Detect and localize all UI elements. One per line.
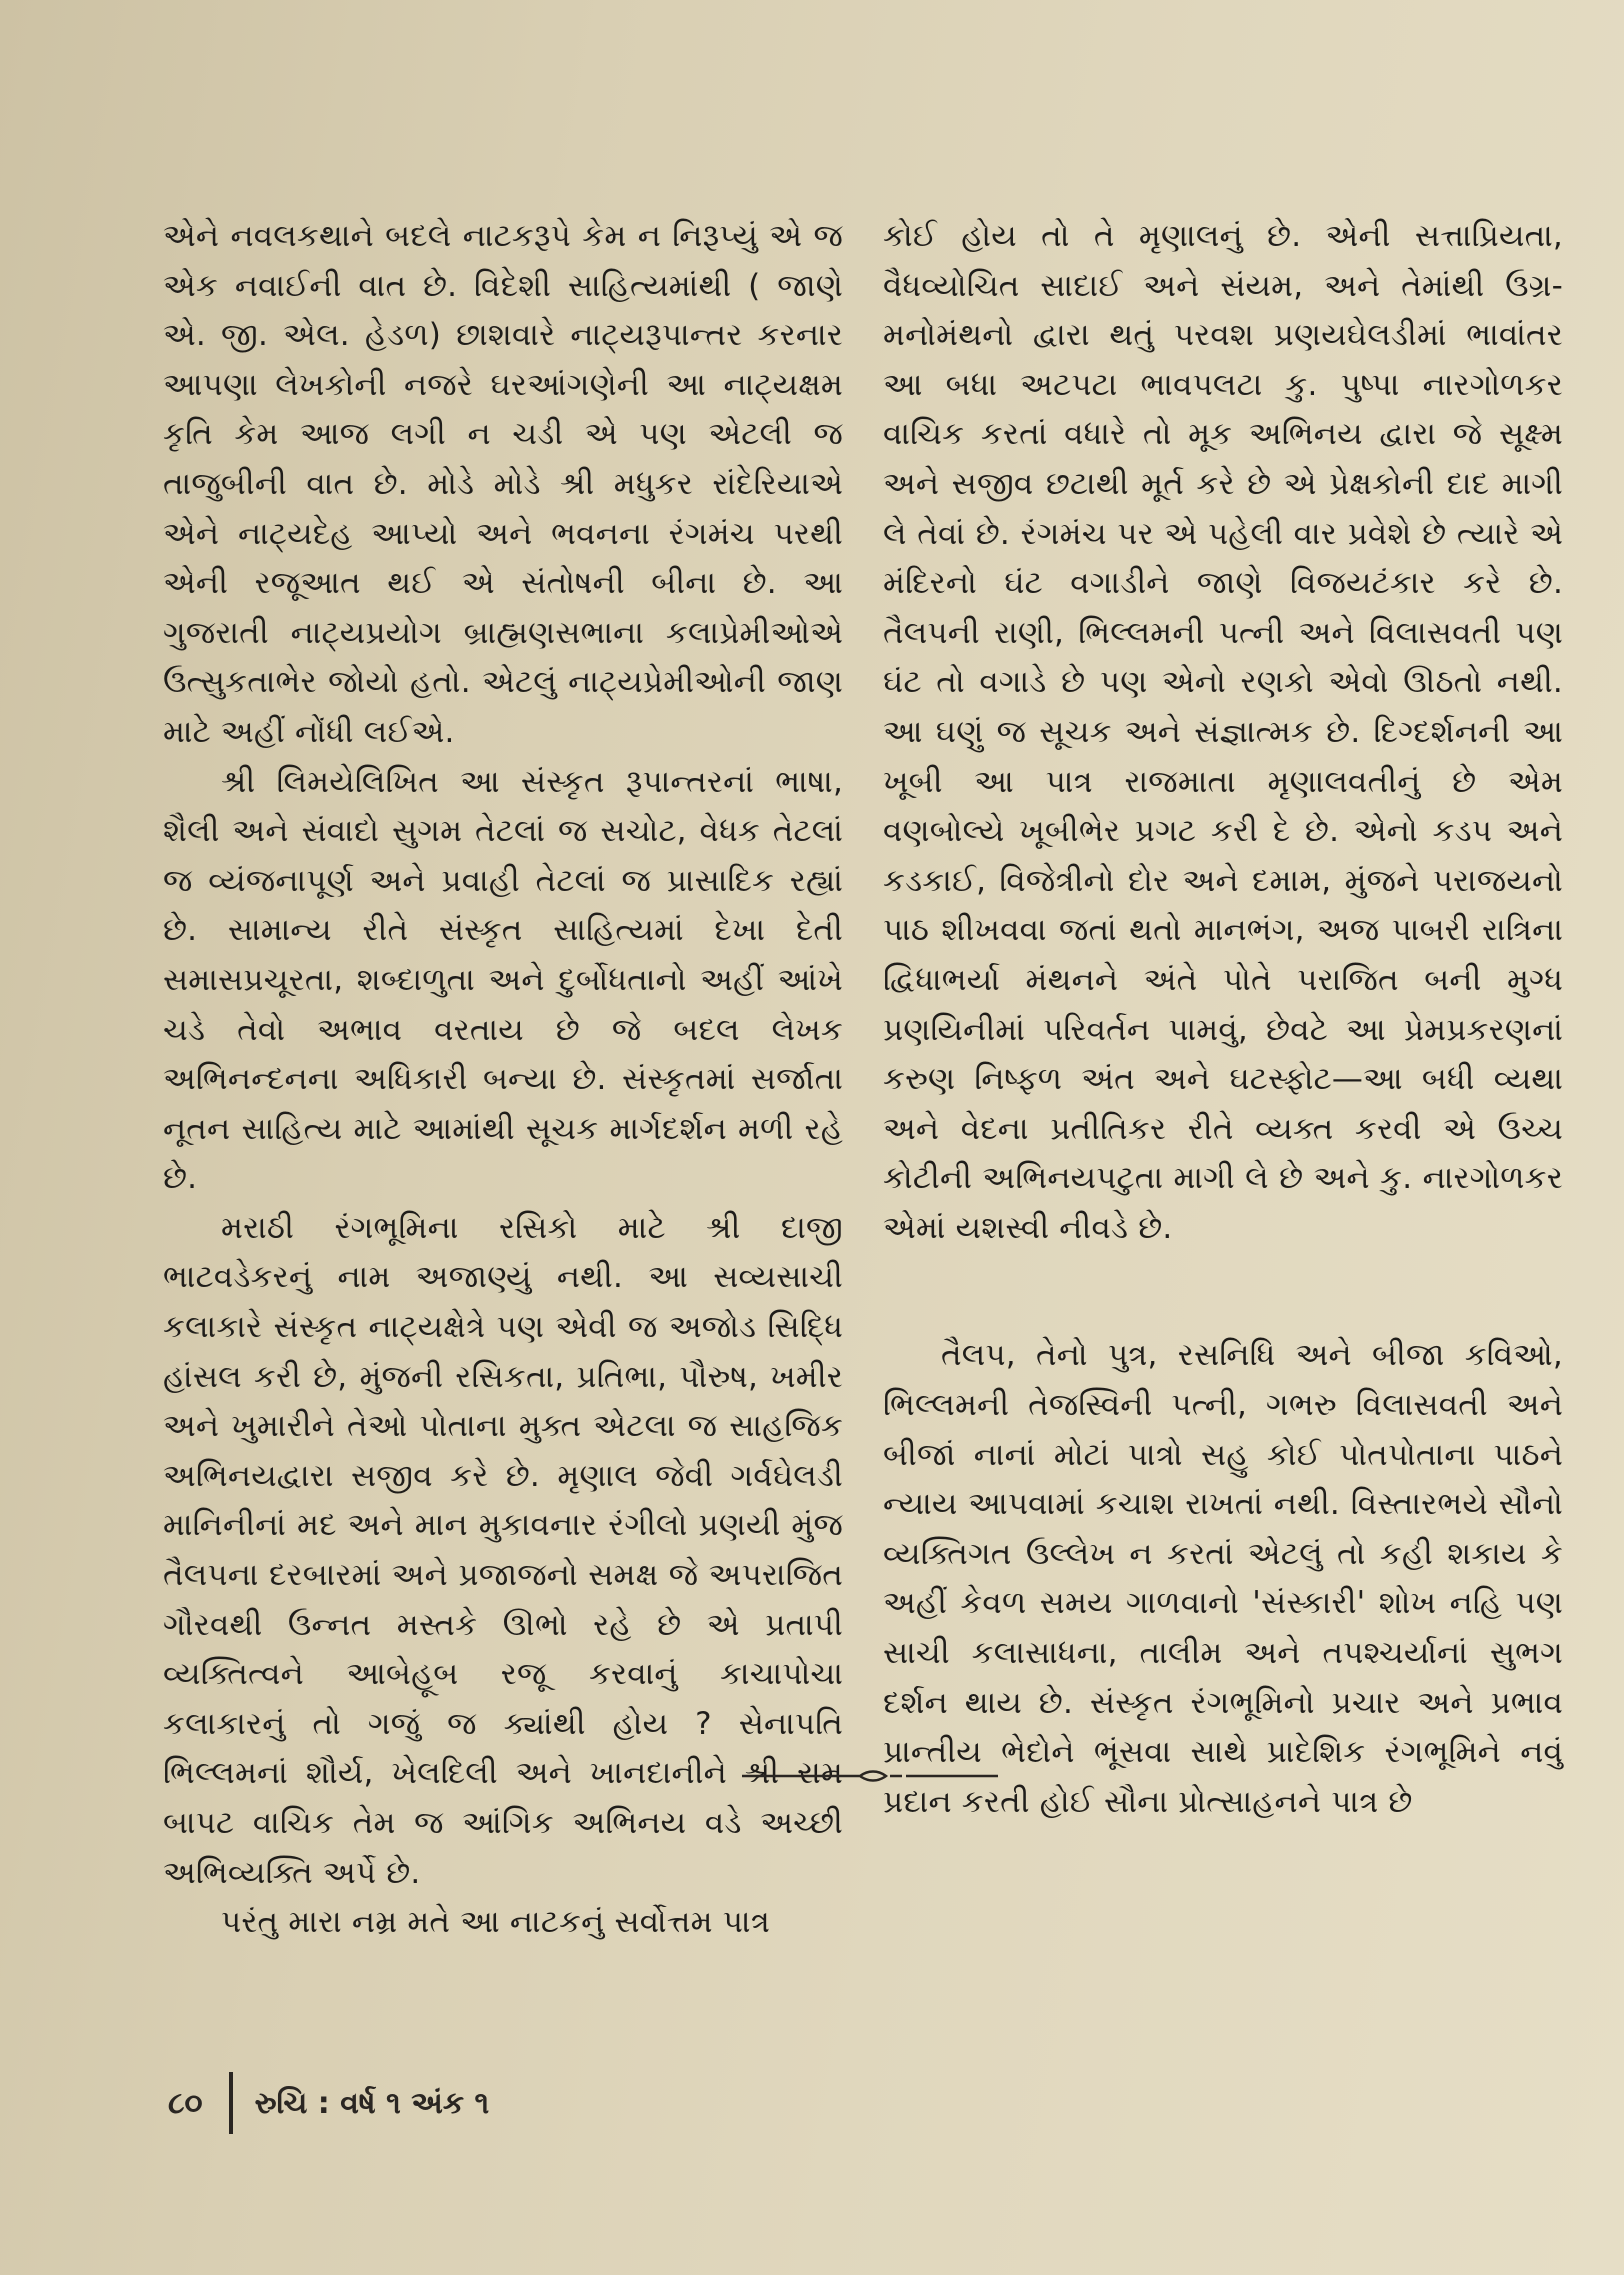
paragraph: કોઈ હોય તો તે મૃણાલનું છે. એની સત્તાપ્રિયતા, વૈધવ્યોચિત સાદાઈ અને સંયમ, અને તેમાંથી ઉગ્ર-મનોમંથનો દ્વારા થતું પરવશ પ્રણયઘેલડીમાં ભાવાંતર આ બધા અટપટા ભાવપલટા કુ. પુષ્પા નારગોળકર વાચિક કરતાં વધારે તો મૂક અભિનય દ્વારા જે સૂક્ષ્મ અને સજીવ છટાથી મૂર્ત કરે છે એ પ્રેક્ષકોની દાદ માગી લે તેવાં છે. રંગમંચ પર એ પહેલી વાર પ્રવેશે છે ત્યારે એ મંદિરનો ઘંટ વગાડીને જાણે વિજયટંકાર કરે છે. તૈલપની રાણી, ભિલ્લમની પત્ની અને વિલાસવતી પણ ઘંટ તો વગાડે છે પણ એનો રણકો એવો ઊઠતો નથી. આ ઘણું જ સૂચક અને સંજ્ઞાત્મક છે. દિગ્દર્શનની આ ખૂબી આ પાત્ર રાજમાતા મૃણાલવતીનું છે એમ વણબોલ્યે ખૂબીભેર પ્રગટ કરી દે છે. એનો કડપ અને કડકાઈ, વિજેત્રીનો દોર અને દમામ, મુંજને પરાજયનો પાઠ શીખવવા જતાં થતો માનભંગ, અજ પાબરી રાત્રિના દ્વિધાભર્યા મંથનને અંતે પોતે પરાજિત બની મુગ્ધ પ્રણયિનીમાં પરિવર્તન પામવું, છેવટે આ પ્રેમપ્રકરણનાં કરુણ નિષ્ફળ અંત અને ઘટસ્ફોટ—આ બધી વ્યથા અને વેદના પ્રતીતિકર રીતે વ્યક્ત કરવી એ ઉચ્ચ કોટીની અભિનયપટુતા માગી લે છે અને કુ. નારગોળકર એમાં યશસ્વી નીવડે છે. xyxy=(883,218,1563,1246)
paragraph: પરંતુ મારા નમ્ર મતે આ નાટકનું સર્વોત્તમ પાત્ર xyxy=(221,1904,770,1941)
page-footer xyxy=(168,2075,489,2131)
left-column xyxy=(163,212,843,1948)
page-number: ૮૦ xyxy=(168,2085,203,2121)
section-end-ornament xyxy=(740,1765,1000,1787)
journal-title: રુચિ : વર્ષ ૧ અંક ૧ xyxy=(254,2085,490,2121)
paragraph-gap xyxy=(883,1253,1563,1331)
right-column xyxy=(883,212,1563,1827)
paragraph: મરાઠી રંગભૂમિના રસિકો માટે શ્રી દાજી ભાટવડેકરનું નામ અજાણ્યું નથી. આ સવ્યસાચી કલાકારે સંસ્કૃત નાટ્યક્ષેત્રે પણ એવી જ અજોડ સિદ્ધિ હાંસલ કરી છે, મુંજની રસિકતા, પ્રતિભા, પૌરુષ, ખમીર અને ખુમારીને તેઓ પોતાના મુક્ત એટલા જ સાહજિક અભિનયદ્વારા સજીવ કરે છે. મૃણાલ જેવી ગર્વઘેલડી માનિનીનાં મદ અને માન મુકાવનાર રંગીલો પ્રણયી મુંજ તૈલપના દરબારમાં અને પ્રજાજનો સમક્ષ જે અપરાજિત ગૌરવથી ઉન્નત મસ્તકે ઊભો રહે છે એ પ્રતાપી વ્યક્તિત્વને આબેહૂબ રજૂ કરવાનું કાચાપોચા કલાકારનું તો ગજું જ ક્યાંથી હોય ? સેનાપતિ ભિલ્લમનાં શૌર્ય, ખેલદિલી અને ખાનદાનીને શ્રી રામ બાપટ વાચિક તેમ જ આંગિક અભિનય વડે અચ્છી અભિવ્યક્તિ અર્પે છે. xyxy=(163,1209,843,1891)
paragraph: શ્રી લિમયેલિખિત આ સંસ્કૃત રૂપાન્તરનાં ભાષા, શૈલી અને સંવાદો સુગમ તેટલાં જ સચોટ, વેધક તેટલાં જ વ્યંજનાપૂર્ણ અને પ્રવાહી તેટલાં જ પ્રાસાદિક રહ્યાં છે. સામાન્ય રીતે સંસ્કૃત સાહિત્યમાં દેખા દેતી સમાસપ્રચૂરતા, શબ્દાળુતા અને દુર્બોધતાનો અહીં આંખે ચડે તેવો અભાવ વરતાય છે જે બદલ લેખક અભિનન્દનના અધિકારી બન્યા છે. સંસ્કૃતમાં સર્જાતા નૂતન સાહિત્ય માટે આમાંથી સૂચક માર્ગદર્શન મળી રહે છે. xyxy=(163,763,843,1197)
paragraph: એને નવલકથાને બદલે નાટકરૂપે કેમ ન નિરૂપ્યું એ જ એક નવાઈની વાત છે. વિદેશી સાહિત્યમાંથી ( જાણે એ. જી. એલ. હેડળ) છાશવારે નાટ્યરૂપાન્તર કરનાર આપણા લેખકોની નજરે ઘરઆંગણેની આ નાટ્યક્ષમ કૃતિ કેમ આજ લગી ન ચડી એ પણ એટલી જ તાજુબીની વાત છે. મોડે મોડે શ્રી મધુકર રાંદેરિયાએ એને નાટ્યદેહ આપ્યો અને ભવનના રંગમંચ પરથી એની રજૂઆત થઈ એ સંતોષની બીના છે. આ ગુજરાતી નાટ્યપ્રયોગ બ્રાહ્મણસભાના કલાપ્રેમીઓએ ઉત્સુકતાભેર જોયો હતો. એટલું નાટ્યપ્રેમીઓની જાણ માટે અહીં નોંધી લઈએ. xyxy=(163,218,843,750)
paragraph: તૈલપ, તેનો પુત્ર, રસનિધિ અને બીજા કવિઓ, ભિલ્લમની તેજસ્વિની પત્ની, ગભરુ વિલાસવતી અને બીજાં નાનાં મોટાં પાત્રો સહુ કોઈ પોતપોતાના પાઠને ન્યાય આપવામાં કચાશ રાખતાં નથી. વિસ્તારભયે સૌનો વ્યક્તિગત ઉલ્લેખ ન કરતાં એટલું તો કહી શકાય કે અહીં કેવળ સમય ગાળવાનો 'સંસ્કારી' શોખ નહિ પણ સાચી કલાસાધના, તાલીમ અને તપશ્ચર્યાનાં સુભગ દર્શન થાય છે. સંસ્કૃત રંગભૂમિનો પ્રચાર અને પ્રભાવ પ્રાન્તીય ભેદોને ભૂંસવા સાથે પ્રાદેશિક રંગભૂમિને નવું પ્રદાન કરતી હોઈ સૌના પ્રોત્સાહનને પાત્ર છે xyxy=(883,1337,1563,1820)
footer-divider xyxy=(229,2072,233,2134)
